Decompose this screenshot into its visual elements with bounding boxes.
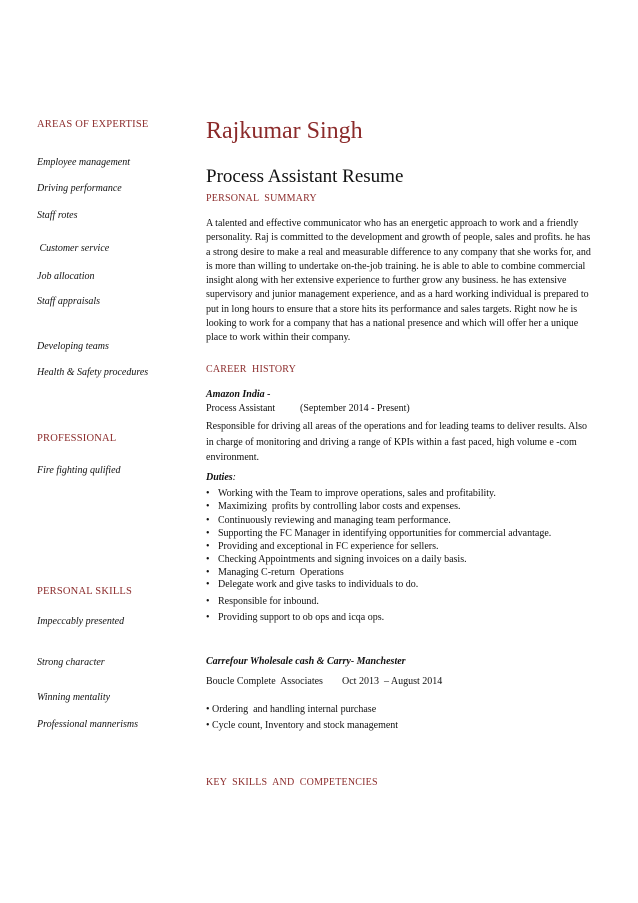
duties-label: Duties: (206, 472, 237, 483)
duty-item: • Providing support to ob ops and icqa ops. (206, 612, 385, 623)
duty-item: • Responsible for inbound. (206, 596, 319, 607)
professional-item: Fire fighting qulified (37, 465, 121, 476)
candidate-name: Rajkumar Singh (206, 118, 363, 144)
duty-item: • Managing C-return Operations (206, 567, 344, 578)
duty-item: • Maximizing profits by controlling labor costs and expenses. (206, 501, 461, 512)
expertise-item: Customer service (37, 243, 110, 254)
skill-item: Strong character (37, 657, 105, 668)
expertise-item: Job allocation (37, 271, 95, 282)
expertise-item: Staff appraisals (37, 296, 101, 307)
duty-item: • Supporting the FC Manager in identifying opportunities for commercial advantage. (206, 528, 552, 539)
summary-heading: PERSONAL SUMMARY (206, 193, 317, 204)
expertise-item: Employee management (37, 157, 131, 168)
expertise-item: Driving performance (37, 183, 122, 194)
job1-company: Amazon India - (206, 389, 271, 400)
expertise-item: Staff rotes (37, 210, 78, 221)
expertise-item: Developing teams (37, 341, 109, 352)
duty-item: • Continuously reviewing and managing team performance. (206, 515, 451, 526)
key-skills-heading: KEY SKILLS AND COMPETENCIES (206, 777, 378, 788)
job2-dates: Oct 2013 – August 2014 (342, 676, 443, 687)
duty-item: • Checking Appointments and signing invoices on a daily basis. (206, 554, 467, 565)
duty-item: • Cycle count, Inventory and stock management (206, 720, 399, 731)
duty-item: • Working with the Team to improve operations, sales and profitability. (206, 488, 496, 499)
duty-item: • Providing and exceptional in FC experience for sellers. (206, 541, 439, 552)
skill-item: Professional mannerisms (37, 719, 139, 730)
duty-item: • Ordering and handling internal purchase (206, 704, 377, 715)
resume-title: Process Assistant Resume (206, 166, 404, 187)
job2-company: Carrefour Wholesale cash & Carry- Manchester (206, 656, 406, 667)
expertise-heading: AREAS OF EXPERTISE (37, 119, 149, 130)
skills-heading: PERSONAL SKILLS (37, 586, 133, 597)
skill-item: Impeccably presented (37, 616, 125, 627)
expertise-item: Health & Safety procedures (37, 367, 149, 378)
job1-description: Responsible for driving all areas of the operations and for leading teams to deliver results. Also in charge of monitoring and driving a range of KPIs within a fast paced, high volume e -com environment. (206, 421, 588, 463)
job1-dates: (September 2014 - Present) (300, 403, 410, 414)
career-heading: CAREER HISTORY (206, 364, 297, 375)
summary-text: A talented and effective communicator who has an energetic approach to work and a friendly personality. Raj is committed to the development and growth of people, sales and profits. he has a strong desire to make a real and measurable difference to any company that she works for, and is more than willing to undertake on-the-job training. he is able to able to combine commercial insight along with her extensive experience to further grow any business. he has extensive supervisory and junior management experience, and as a hard working individual is prepared to put in long hours to ensure that a store hits its performance and sales targets. Right now he is looking to work for a company that has a national presence and which will offer her a unique place to work within their company. (206, 218, 591, 344)
skill-item: Winning mentality (37, 692, 111, 703)
job1-role: Process Assistant (206, 403, 276, 414)
professional-heading: PROFESSIONAL (37, 433, 117, 444)
duty-item: • Delegate work and give tasks to individuals to do. (206, 579, 419, 590)
job2-role: Boucle Complete Associates (206, 676, 323, 687)
